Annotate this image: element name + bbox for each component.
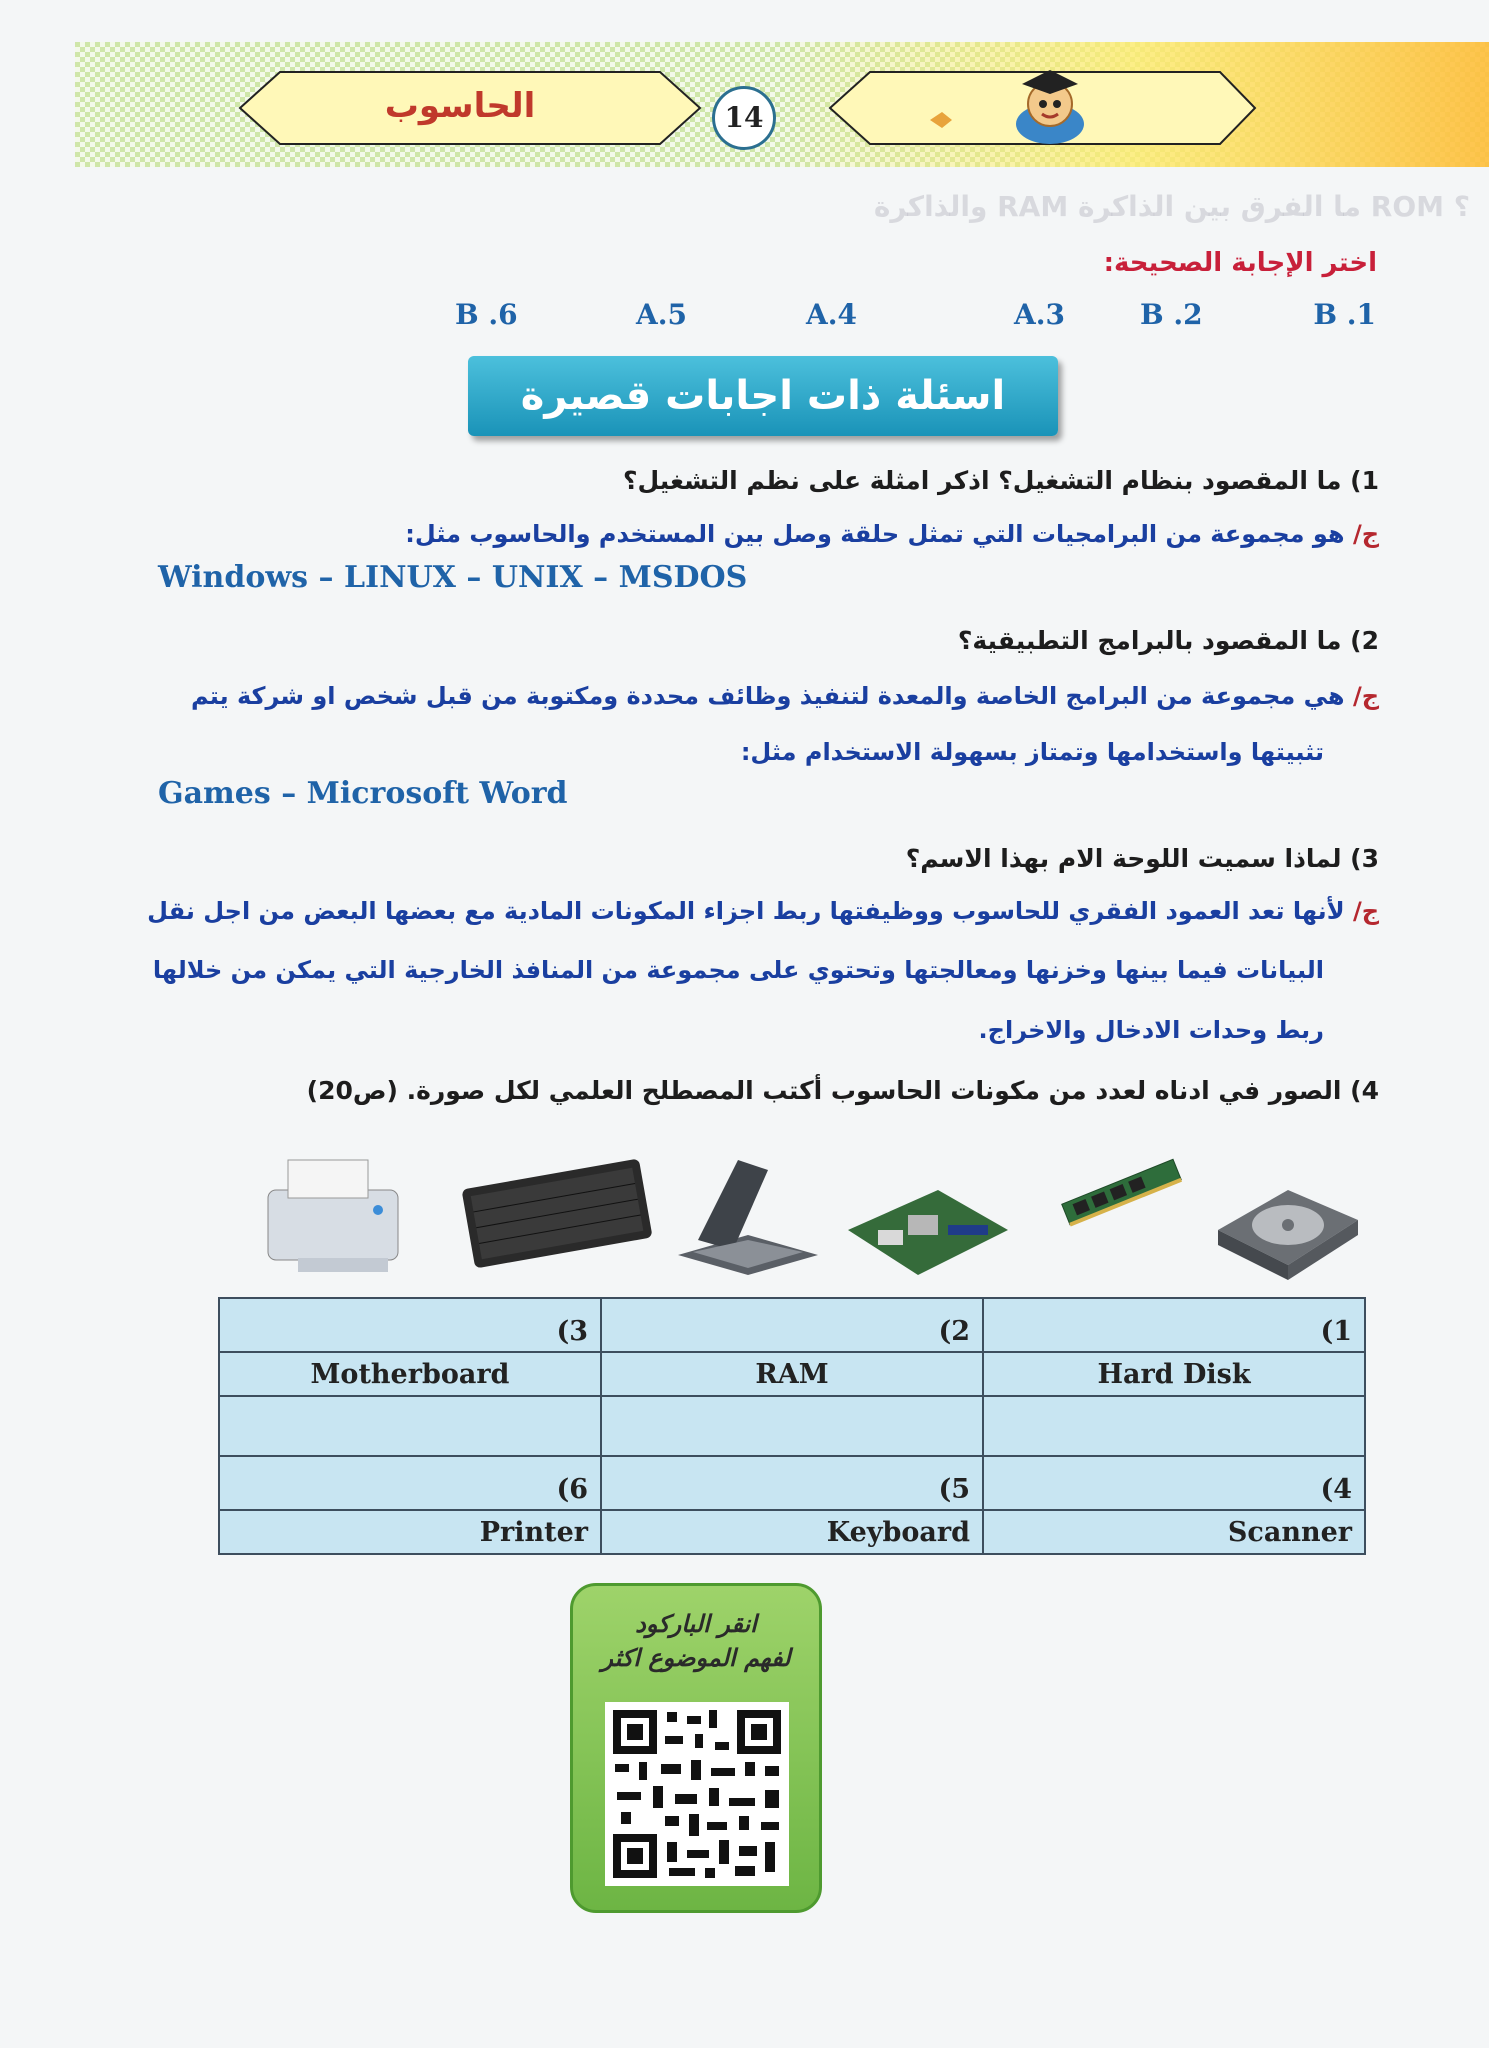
- qr-caption-line-1: انقر الباركود: [635, 1610, 757, 1638]
- answer-mark: ج/: [1352, 520, 1379, 548]
- answer-mark: ج/: [1352, 897, 1379, 925]
- mcq-answer-3: A.3: [1014, 298, 1065, 331]
- mcq-instruction: اختر الإجابة الصحيحة:: [1103, 248, 1377, 278]
- section-title-banner: اسئلة ذات اجابات قصيرة: [468, 356, 1058, 436]
- qr-card[interactable]: [570, 1583, 822, 1913]
- components-table: [218, 1297, 1366, 1555]
- question-1: 1) ما المقصود بنظام التشغيل؟ اذكر امثلة على نظم التشغيل؟: [622, 466, 1379, 495]
- term-printer: Printer: [219, 1510, 601, 1554]
- table-row: [219, 1298, 1365, 1352]
- answer-2-text-1: هي مجموعة من البرامج الخاصة والمعدة لتنفيذ وظائف محددة ومكتوبة من قبل شخص او شركة يتم: [190, 682, 1345, 710]
- term-ram: RAM: [601, 1352, 983, 1396]
- component-pictures: [258, 1150, 1368, 1280]
- question-2: 2) ما المقصود بالبرامج التطبيقية؟: [957, 626, 1379, 655]
- answer-3-text-1: لأنها تعد العمود الفقري للحاسوب ووظيفتها ربط اجزاء المكونات المادية مع بعضها البعض من اجل نقل: [147, 897, 1345, 925]
- motherboard-image: [848, 1190, 1008, 1275]
- qr-caption-line-2: لفهم الموضوع اكثر: [601, 1644, 791, 1672]
- table-cell: (5: [601, 1456, 983, 1510]
- table-cell: [601, 1396, 983, 1456]
- answer-mark: ج/: [1352, 682, 1379, 710]
- question-3: 3) لماذا سميت اللوحة الام بهذا الاسم؟: [905, 844, 1379, 873]
- table-cell: [983, 1396, 1365, 1456]
- table-row: [219, 1456, 1365, 1510]
- answer-3-line-3: ربط وحدات الادخال والاخراج.: [978, 1016, 1324, 1044]
- term-hard-disk: Hard Disk: [983, 1352, 1365, 1396]
- scanner-image: [678, 1160, 818, 1275]
- printer-image: [268, 1160, 398, 1272]
- hard-disk-image: [1218, 1190, 1358, 1280]
- page-number: 14: [712, 86, 776, 150]
- answer-2-line-1: [119, 682, 1379, 710]
- table-cell: (3: [219, 1298, 601, 1352]
- subject-title: الحاسوب: [384, 86, 536, 126]
- answer-1-examples: Windows – LINUX – UNIX – MSDOS: [158, 560, 748, 595]
- table-cell: (1: [983, 1298, 1365, 1352]
- mascot-badge-icon: [1010, 62, 1090, 150]
- answer-3-line-2: البيانات فيما بينها وخزنها ومعالجتها وتحتوي على مجموعة من المنافذ الخارجية التي يمكن من خلالها: [152, 956, 1324, 984]
- answer-2-examples: Games – Microsoft Word: [158, 776, 568, 811]
- mcq-answer-1: B .1: [1313, 298, 1376, 331]
- table-cell: (2: [601, 1298, 983, 1352]
- question-4: 4) الصور في ادناه لعدد من مكونات الحاسوب أكتب المصطلح العلمي لكل صورة. (ص20): [306, 1076, 1379, 1105]
- table-row: [219, 1510, 1365, 1554]
- table-row: [219, 1352, 1365, 1396]
- ram-image: [1062, 1159, 1182, 1226]
- mcq-answer-4: A.4: [806, 298, 857, 331]
- term-keyboard: Keyboard: [601, 1510, 983, 1554]
- keyboard-image: [461, 1158, 652, 1268]
- answer-2-line-2: تثبيتها واستخدامها وتمتاز بسهولة الاستخدام مثل:: [740, 738, 1324, 766]
- term-motherboard: Motherboard: [219, 1352, 601, 1396]
- table-cell: (4: [983, 1456, 1365, 1510]
- mcq-answer-2: B .2: [1140, 298, 1203, 331]
- answer-3-line-1: [89, 897, 1379, 925]
- answer-1: [129, 520, 1379, 548]
- table-cell: [219, 1396, 601, 1456]
- term-scanner: Scanner: [983, 1510, 1365, 1554]
- qr-code-icon[interactable]: [605, 1702, 789, 1886]
- answer-1-text: هو مجموعة من البرامجيات التي تمثل حلقة وصل بين المستخدم والحاسوب مثل:: [405, 520, 1345, 548]
- table-cell: (6: [219, 1456, 601, 1510]
- mcq-answer-5: A.5: [636, 298, 687, 331]
- table-row: [219, 1396, 1365, 1456]
- mcq-answer-6: B .6: [455, 298, 518, 331]
- faded-top-text: ؟ ROM ما الفرق بين الذاكرة RAM والذاكرة: [873, 190, 1470, 223]
